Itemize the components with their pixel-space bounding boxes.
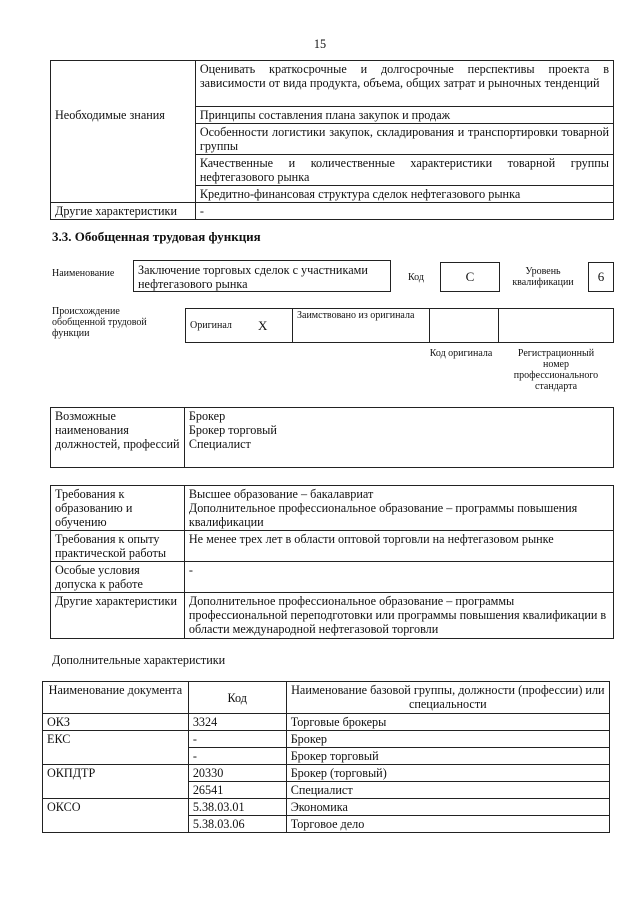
knowledge-empty-cell — [51, 124, 196, 155]
name-label: Наименование — [52, 268, 115, 279]
original-mark: X — [254, 309, 293, 343]
level-value-box: 6 — [588, 262, 614, 292]
knowledge-label: Необходимые знания — [51, 107, 196, 124]
row-group: Брокер — [286, 731, 609, 748]
row-document — [43, 816, 189, 833]
additional-table — [42, 681, 610, 833]
positions-values-cell — [184, 408, 613, 468]
registration-caption: Регистрационный номер профессионального стандарта — [513, 348, 599, 392]
knowledge-top-cell: Оценивать краткосрочные и долгосрочные перспективы проекта в зависимости от вида продукта, объема, общих затрат и рыночных тенденций — [195, 61, 613, 107]
row-document — [43, 782, 189, 799]
knowledge-item: Принципы составления плана закупок и продаж — [195, 107, 613, 124]
row-group: Торговое дело — [286, 816, 609, 833]
position-item: Брокер торговый — [188, 423, 277, 437]
positions-label: Возможные наименования должностей, профессий — [51, 408, 185, 468]
row-code: 26541 — [188, 782, 286, 799]
additional-title: Дополнительные характеристики — [52, 653, 226, 667]
origin-label: Происхождение обобщенной трудовой функции — [52, 306, 147, 339]
row-code: 5.38.03.01 — [188, 799, 286, 816]
table-row — [43, 782, 610, 799]
row-document: ЕКС — [43, 731, 189, 748]
page-number: 15 — [313, 37, 327, 51]
table-row — [43, 731, 610, 748]
position-item: Брокер — [188, 409, 226, 423]
requirement-label: Особые условия допуска к работе — [51, 562, 185, 593]
positions-table — [50, 407, 614, 468]
row-group: Брокер торговый — [286, 748, 609, 765]
level-label: Уровень квалификации — [512, 266, 574, 288]
row-group: Брокер (торговый) — [286, 765, 609, 782]
original-code-cell — [430, 309, 499, 343]
knowledge-item: Особенности логистики закупок, складирования и транспортировки товарной группы — [195, 124, 613, 155]
knowledge-table — [50, 60, 614, 220]
knowledge-item: Качественные и количественные характеристики товарной группы нефтегазового рынка — [195, 155, 613, 186]
knowledge-empty-cell — [51, 186, 196, 203]
requirement-label: Требования к опыту практической работы — [51, 531, 185, 562]
row-group: Специалист — [286, 782, 609, 799]
requirements-table — [50, 485, 614, 639]
row-document — [43, 748, 189, 765]
table-row — [43, 748, 610, 765]
requirement-value: Дополнительное профессиональное образование – программы профессиональной переподготовки или программы повышения квалификации в области международной нефтегазовой торговли — [184, 593, 613, 639]
requirement-value: Не менее трех лет в области оптовой торговли на нефтегазовом рынке — [184, 531, 613, 562]
section-title: 3.3. Обобщенная трудовая функция — [52, 229, 261, 244]
table-row — [43, 816, 610, 833]
row-document: ОКЗ — [43, 714, 189, 731]
original-label: Оригинал — [186, 309, 255, 343]
other-characteristics-label: Другие характеристики — [51, 203, 196, 220]
registration-number-cell — [499, 309, 614, 343]
knowledge-item: Кредитно-финансовая структура сделок нефтегазового рынка — [195, 186, 613, 203]
function-name-box: Заключение торговых сделок с участниками нефтегазового рынка — [133, 260, 391, 292]
requirement-value: Высшее образование – бакалавриат Дополнительное профессиональное образование – программы повышения квалификации — [184, 486, 613, 531]
function-code-box: C — [440, 262, 500, 292]
row-code: - — [188, 731, 286, 748]
position-item: Специалист — [188, 437, 251, 451]
knowledge-empty-cell — [51, 61, 196, 107]
row-group: Торговые брокеры — [286, 714, 609, 731]
knowledge-empty-cell — [51, 155, 196, 186]
borrowed-label: Заимствовано из оригинала — [293, 309, 430, 343]
row-document: ОКСО — [43, 799, 189, 816]
row-document: ОКПДТР — [43, 765, 189, 782]
row-group: Экономика — [286, 799, 609, 816]
row-code: 3324 — [188, 714, 286, 731]
row-code: - — [188, 748, 286, 765]
code-caption: Код оригинала — [429, 348, 493, 359]
code-label: Код — [408, 272, 424, 283]
origin-table — [185, 308, 614, 343]
requirement-label: Требования к образованию и обучению — [51, 486, 185, 531]
header-document: Наименование документа — [43, 682, 189, 714]
header-group: Наименование базовой группы, должности (профессии) или специальности — [286, 682, 609, 714]
table-row — [43, 799, 610, 816]
row-code: 20330 — [188, 765, 286, 782]
row-code: 5.38.03.06 — [188, 816, 286, 833]
requirement-label: Другие характеристики — [51, 593, 185, 639]
header-code: Код — [188, 682, 286, 714]
table-row — [43, 765, 610, 782]
other-characteristics-value: - — [195, 203, 613, 220]
table-row — [43, 714, 610, 731]
requirement-value: - — [184, 562, 613, 593]
